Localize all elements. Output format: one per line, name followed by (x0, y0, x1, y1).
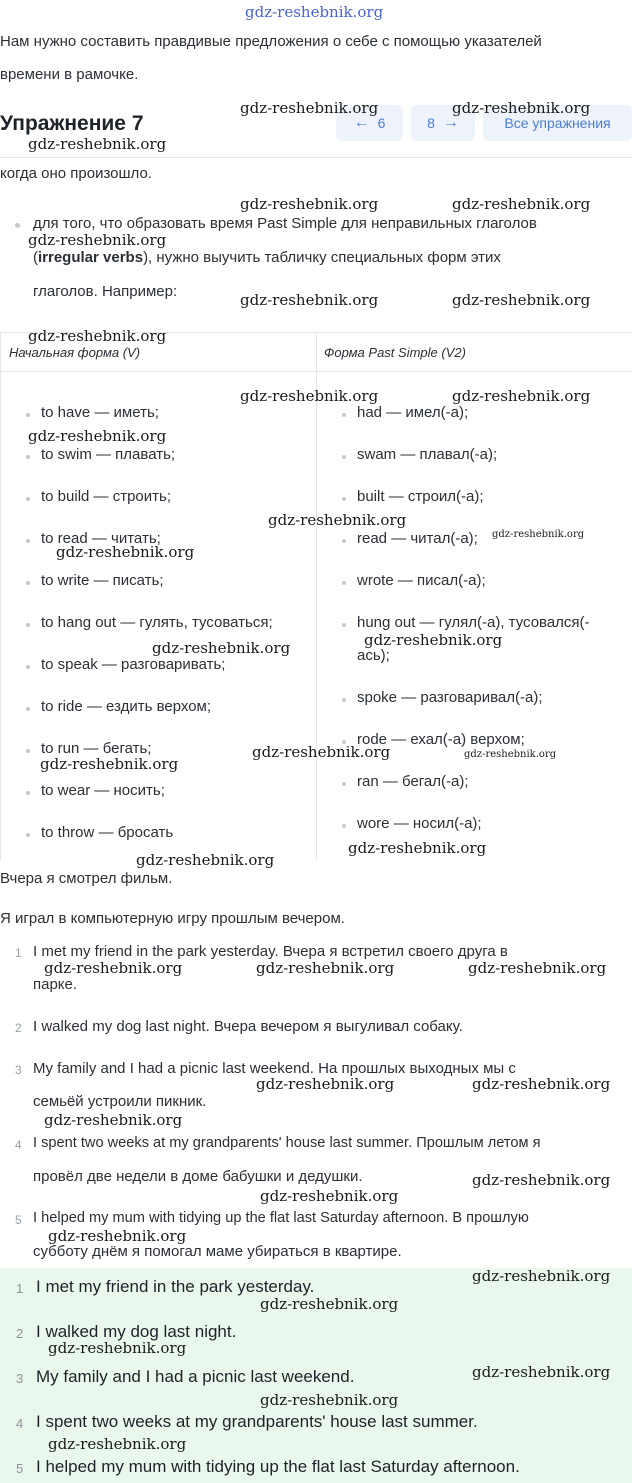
answer-number: 3 (16, 1371, 24, 1386)
site-watermark: gdz-reshebnik.org (136, 851, 275, 869)
translation-line: I walked my dog last night. Вчера вечером я выгуливал собаку. (33, 1018, 463, 1035)
list-number: 2 (15, 1021, 22, 1035)
list-bullet (26, 455, 30, 459)
translation-line: провёл две недели в доме бабушки и дедушки. (33, 1168, 363, 1185)
site-watermark: gdz-reshebnik.org (260, 1187, 399, 1205)
list-bullet (342, 497, 346, 501)
table-cell-past-continuation: ась); (357, 647, 390, 664)
list-bullet (342, 455, 346, 459)
table-cell-base: to run — бегать; (41, 740, 152, 757)
table-cell-past: wore — носил(-а); (357, 815, 482, 832)
next-exercise-button[interactable]: 8 → (411, 105, 475, 141)
irregular-verbs-term: irregular verbs (38, 249, 144, 266)
rule-cut-line: когда оно произошло. (0, 165, 152, 182)
translation-line: субботу днём я помогал маме убираться в квартире. (33, 1243, 402, 1260)
site-watermark: gdz-reshebnik.org (364, 631, 503, 649)
list-bullet (26, 665, 30, 669)
list-bullet (26, 707, 30, 711)
header-divider (0, 157, 632, 158)
intro-line-1: Нам нужно составить правдивые предложения о себе с помощью указателей (0, 33, 542, 50)
example-sentence-1: Вчера я смотрел фильм. (0, 870, 173, 887)
table-header-base-form: Начальная форма (V) (9, 345, 141, 360)
bullet-marker (15, 223, 20, 228)
translation-line: My family and I had a picnic last weekend. На прошлых выходных мы с (33, 1060, 516, 1077)
site-watermark: gdz-reshebnik.org (260, 1295, 399, 1313)
table-cell-past: had — имел(-а); (357, 404, 469, 421)
translation-line: I helped my mum with tidying up the flat last Saturday afternoon. В прошлую (33, 1210, 529, 1226)
list-number: 4 (15, 1138, 22, 1152)
list-bullet (342, 623, 346, 627)
table-header-past-form: Форма Past Simple (V2) (324, 345, 466, 360)
answer-line: I spent two weeks at my grandparents' house last summer. (36, 1412, 478, 1431)
site-watermark: gdz-reshebnik.org (240, 195, 379, 213)
site-watermark: gdz-reshebnik.org (28, 327, 167, 345)
table-cell-past: rode — ехал(-а) верхом; (357, 731, 525, 748)
list-number: 5 (15, 1213, 22, 1227)
site-watermark: gdz-reshebnik.org (252, 743, 391, 761)
site-watermark: gdz-reshebnik.org (240, 387, 379, 405)
list-number: 3 (15, 1063, 22, 1077)
site-watermark: gdz-reshebnik.org (240, 291, 379, 309)
translation-line: парке. (33, 976, 78, 993)
site-watermark: gdz-reshebnik.org (48, 1435, 187, 1453)
list-bullet (26, 581, 30, 585)
table-cell-past: read — читал(-а); (357, 530, 478, 547)
answer-line: I walked my dog last night. (36, 1322, 237, 1341)
table-cell-base: to speak — разговаривать; (41, 656, 226, 673)
site-watermark: gdz-reshebnik.org (44, 959, 183, 977)
answer-number: 4 (16, 1416, 24, 1431)
table-cell-past: hung out — гулял(-а), тусовался(- (357, 614, 590, 631)
intro-line-2: времени в рамочке. (0, 66, 139, 83)
table-cell-base: to wear — носить; (41, 782, 165, 799)
all-exercises-button[interactable]: Все упражнения (483, 105, 632, 141)
table-cell-base: to hang out — гулять, тусоваться; (41, 614, 273, 631)
translation-line: I spent two weeks at my grandparents' house last summer. Прошлым летом я (33, 1135, 541, 1151)
list-bullet (26, 749, 30, 753)
table-cell-past: spoke — разговаривал(-а); (357, 689, 543, 706)
table-cell-past: ran — бегал(-а); (357, 773, 469, 790)
site-watermark: gdz-reshebnik.org (472, 1171, 611, 1189)
example-sentence-2: Я играл в компьютерную игру прошлым вечером. (0, 910, 345, 927)
site-watermark: gdz-reshebnik.org (256, 959, 395, 977)
site-watermark: gdz-reshebnik.org (452, 99, 591, 117)
site-watermark: gdz-reshebnik.org (472, 1267, 611, 1285)
site-watermark: gdz-reshebnik.org (240, 99, 379, 117)
verb-forms-table (0, 332, 632, 861)
table-cell-base: to build — строить; (41, 488, 171, 505)
table-column-divider (316, 333, 317, 861)
table-cell-base: to ride — ездить верхом; (41, 698, 212, 715)
table-cell-base: to throw — бросать (41, 824, 174, 841)
site-watermark: gdz-reshebnik.org (256, 1075, 395, 1093)
site-watermark: gdz-reshebnik.org (452, 291, 591, 309)
list-bullet (26, 791, 30, 795)
answer-number: 5 (16, 1461, 24, 1476)
site-watermark: gdz-reshebnik.org (452, 387, 591, 405)
site-watermark: gdz-reshebnik.org (472, 1075, 611, 1093)
translation-line: семьёй устроили пикник. (33, 1093, 207, 1110)
answer-number: 2 (16, 1326, 24, 1341)
answer-line: I helped my mum with tidying up the flat last Saturday afternoon. (36, 1457, 520, 1476)
site-watermark: gdz-reshebnik.org (48, 1227, 187, 1245)
arrow-left-icon: ← (353, 114, 370, 131)
site-watermark: gdz-reshebnik.org (260, 1391, 399, 1409)
list-bullet (342, 413, 346, 417)
site-watermark: gdz-reshebnik.org (348, 839, 487, 857)
list-bullet (26, 623, 30, 627)
site-watermark: gdz-reshebnik.org (452, 195, 591, 213)
table-cell-base: to read — читать; (41, 530, 161, 547)
list-bullet (342, 698, 346, 702)
list-bullet (26, 833, 30, 837)
list-bullet (342, 824, 346, 828)
site-watermark: gdz-reshebnik.org (56, 543, 195, 561)
site-watermark: gdz-reshebnik.org (268, 511, 407, 529)
answer-line: I met my friend in the park yesterday. (36, 1277, 315, 1296)
site-watermark: gdz-reshebnik.org (48, 1339, 187, 1357)
table-cell-base: to write — писать; (41, 572, 164, 589)
site-watermark: gdz-reshebnik.org (472, 1363, 611, 1381)
list-bullet (26, 413, 30, 417)
site-watermark-top: gdz-reshebnik.org (245, 3, 384, 21)
site-watermark: gdz-reshebnik.org (28, 135, 167, 153)
table-cell-past: wrote — писал(-а); (357, 572, 486, 589)
table-cell-past: built — строил(-а); (357, 488, 484, 505)
table-cell-base: to swim — плавать; (41, 446, 176, 463)
site-watermark: gdz-reshebnik.org (152, 639, 291, 657)
site-watermark: gdz-reshebnik.org (464, 749, 557, 760)
site-watermark: gdz-reshebnik.org (492, 529, 585, 540)
prev-exercise-button[interactable]: ← 6 (336, 105, 403, 141)
site-watermark: gdz-reshebnik.org (40, 755, 179, 773)
translation-line: I met my friend in the park yesterday. Вчера я встретил своего друга в (33, 943, 508, 960)
exercise-title: Упражнение 7 (0, 112, 144, 135)
list-bullet (342, 581, 346, 585)
arrow-right-icon: → (442, 114, 459, 131)
site-watermark: gdz-reshebnik.org (468, 959, 607, 977)
rule-bullet-line-1: для того, что образовать время Past Simple для неправильных глаголов (33, 215, 537, 232)
list-bullet (26, 497, 30, 501)
rule-bullet-line-2: (irregular verbs), нужно выучить табличку специальных форм этих (33, 249, 501, 266)
answer-line: My family and I had a picnic last weekend. (36, 1367, 355, 1386)
site-watermark: gdz-reshebnik.org (28, 231, 167, 249)
table-cell-base: to have — иметь; (41, 404, 159, 421)
answer-number: 1 (16, 1281, 24, 1296)
site-watermark: gdz-reshebnik.org (28, 427, 167, 445)
site-watermark: gdz-reshebnik.org (44, 1111, 183, 1129)
table-cell-past: swam — плавал(-а); (357, 446, 498, 463)
list-bullet (26, 539, 30, 543)
rule-bullet-line-3: глаголов. Например: (33, 283, 178, 300)
list-number: 1 (15, 946, 22, 960)
list-bullet (342, 539, 346, 543)
list-bullet (342, 782, 346, 786)
